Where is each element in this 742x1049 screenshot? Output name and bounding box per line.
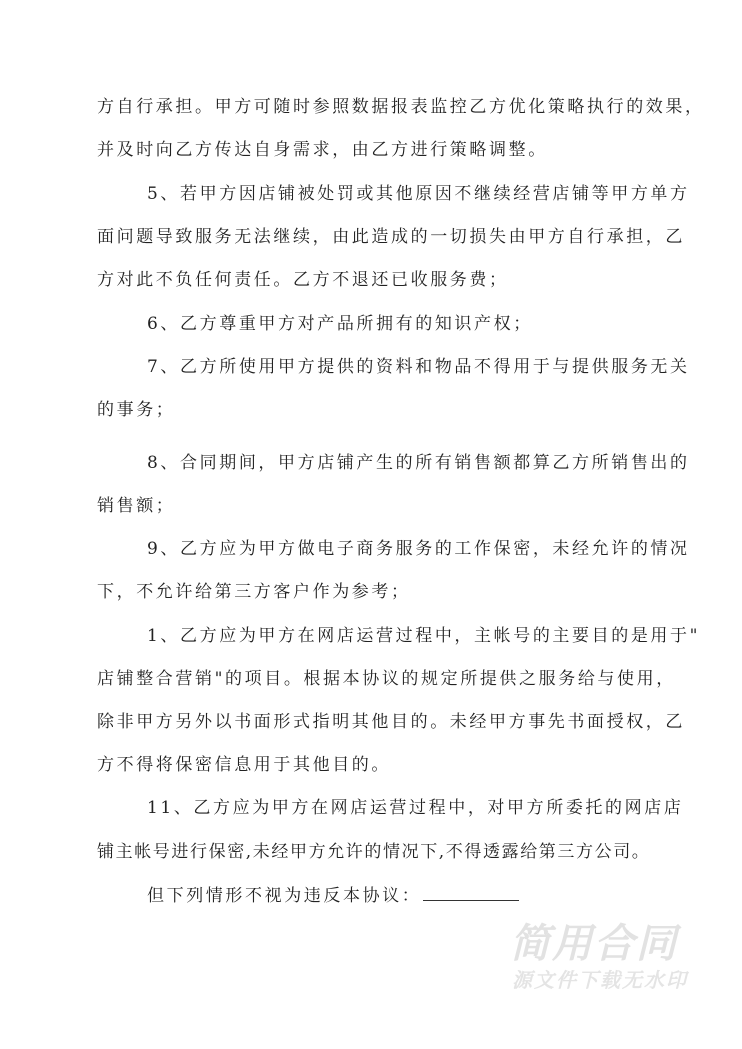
text-line: 方自行承担。甲方可随时参照数据报表监控乙方优化策略执行的效果， bbox=[97, 97, 705, 117]
exceptions-line bbox=[147, 885, 519, 907]
text-line: 店铺整合营销"的项目。根据本协议的规定所提供之服务给与使用， bbox=[97, 669, 676, 689]
text-line: 销售额； bbox=[97, 496, 176, 516]
watermark-slogan: 源文件下载无水印 bbox=[512, 968, 688, 992]
text-line: 铺主帐号进行保密,未经甲方允许的情况下,不得透露给第三方公司。 bbox=[97, 842, 651, 862]
exceptions-label: 但下列情形不视为违反本协议： bbox=[147, 886, 422, 906]
clause-7: 7、乙方所使用甲方提供的资料和物品不得用于与提供服务无关 bbox=[147, 357, 690, 377]
text-line: 下，不允许给第三方客户作为参考； bbox=[97, 582, 411, 602]
clause-5: 5、若甲方因店铺被处罚或其他原因不继续经营店铺等甲方单方 bbox=[147, 184, 690, 204]
clause-11: 11、乙方应为甲方在网店运营过程中，对甲方所委托的网店店 bbox=[147, 798, 684, 818]
clause-6: 6、乙方尊重甲方对产品所拥有的知识产权； bbox=[147, 314, 533, 334]
fill-in-blank bbox=[423, 886, 519, 901]
text-line: 并及时向乙方传达自身需求，由乙方进行策略调整。 bbox=[97, 140, 548, 160]
watermark-brand: 简用合同 bbox=[510, 921, 678, 967]
text-line: 除非甲方另外以书面形式指明其他目的。未经甲方事先书面授权，乙 bbox=[97, 712, 685, 732]
clause-9: 9、乙方应为甲方做电子商务服务的工作保密，未经允许的情况 bbox=[147, 539, 690, 559]
text-line: 的事务； bbox=[97, 400, 176, 420]
clause-8: 8、合同期间，甲方店铺产生的所有销售额都算乙方所销售出的 bbox=[147, 453, 690, 473]
text-line: 方不得将保密信息用于其他目的。 bbox=[97, 755, 391, 775]
text-line: 方对此不负任何责任。乙方不退还已收服务费； bbox=[97, 270, 509, 290]
text-line: 面问题导致服务无法继续，由此造成的一切损失由甲方自行承担，乙 bbox=[97, 227, 685, 247]
clause-1: 1、乙方应为甲方在网店运营过程中，主帐号的主要目的是用于" bbox=[147, 626, 701, 646]
